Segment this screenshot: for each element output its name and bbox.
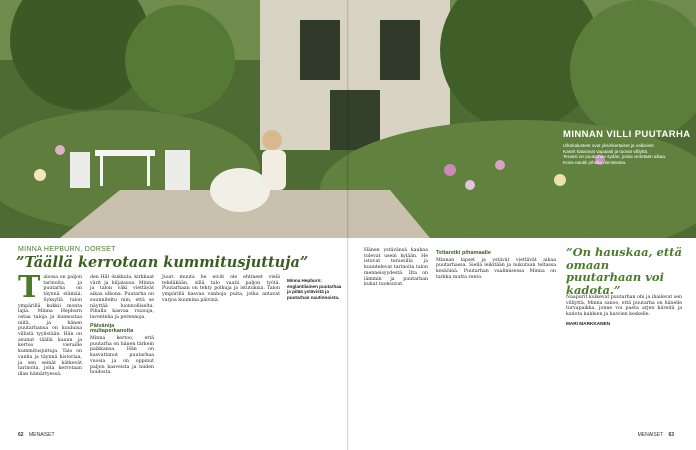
subheading: Teltaretki pihamaalle (436, 250, 491, 256)
column-text: Naapurit kulkevat puutarhan ohi ja ihailevat sen villiyttä. Minna sanoo, että puutarha on hänelle turvapaikka, jonne voi paeta arjen kiireitä ja kadota kukkien ja kasvien keskelle. (566, 295, 682, 318)
caption-list (563, 143, 691, 165)
caption-item: Koira nauttii pihalla olemisesta. (563, 159, 627, 165)
column-text: den Hill -kukkula, kirkkaat värit ja hiljaisuus. Minna ja talon väki viettävät aikaa ulkona. Puutarha on suunniteltu niin, että se näyttää luonnolliselta. Pihalla kasvaa ruusuja, laventelia ja perennoja. (90, 275, 154, 320)
article-kicker: MINNA HEPBURN, DORSET (18, 246, 116, 253)
column-4 (364, 248, 428, 288)
column-6 (566, 295, 682, 327)
caption-item: Terassi on puutarhan sydän, jossa vietetään aikaa. (563, 154, 667, 160)
column-text: Minnan lapset ja ystävät viettävät aikaa puutarhassa. Siellä leikitään ja nukutaan teltassa kesäöinä. Puutarhan vaalimisessa Minna on tarkka mutta rento. (436, 257, 556, 280)
column-text: Juuri muuta he eivät ole ehtineet vielä tehdäkään, sillä talo vaatii paljon työtä. Puutarhaan on tehty polkuja ja istutuksia. Talon ympärillä kasvaa vanhoja puita, jotka antavat varjoa kuumina päivinä. (162, 275, 280, 303)
pull-quote: ”On hauskaa, että omaan puutarhaan voi kadota.” (566, 245, 682, 297)
column-2 (90, 275, 154, 376)
column-text: Hänen ystävänsä kaukaa tulevat usein kylään. He istuvat terassilla ja kuuntelevat tarinoita talon menneisyydestä. Ilta on lämmin ja puutarhan kukat tuoksuvat. (364, 248, 428, 288)
page-gutter (347, 0, 349, 450)
magazine-name: MENAISET (28, 432, 55, 438)
footer-right (638, 432, 678, 438)
sidebar-box: Minna Hepburn: englantilainen puutarhaa ja pitää ystävistä ja puutarhan nautinnoista. (287, 278, 342, 300)
caption-item: Kasvit kasvavat vapaasti ja tuovat villiyttä. (563, 148, 649, 154)
column-5 (436, 248, 556, 281)
caption-item: Ulkokalusteet ovat yksinkertaiset ja valkoiset. (563, 143, 655, 148)
byline: MARI MARKKANEN (566, 320, 611, 326)
caption-title: MINNAN VILLI PUUTARHA (563, 129, 691, 140)
column-text: Minna kertoo, että puutarha on hänen tärkein paikkansa. Hän on kasvattanut puutarhaa vuosia ja on oppinut paljon kasveista ja niiden hoidosta. (90, 336, 154, 376)
drop-cap: T (18, 270, 41, 305)
column-1 (18, 270, 82, 378)
column-text: alossa on paljon tarinoita, ja puutarha on täynnä elämää. Syksyllä talon ympärillä kukkii monta lajia. Minna Hepburn ostaa taloja ja kunnostaa niitä, ja hänen puutarhansa on kuuluisa villistä tyylistään. Hän on asunut täällä kauan ja kertoo vieraille kummitusjuttuja. Talo on vanha ja täynnä historiaa, ja sen seinät kätkevät tarinoita, joita kerrotaan illan hämärtyessä. (18, 275, 82, 377)
footer-left (18, 432, 55, 438)
photo-caption (563, 130, 691, 165)
page-number: 63 (668, 432, 674, 438)
subheading: Päivänija multaperkanoita (90, 322, 134, 335)
magazine-name: MENAISET (637, 432, 664, 438)
article-headline: ”Täällä kerrotaan kummitusjuttuja” (16, 254, 309, 271)
page-number: 62 (18, 432, 24, 438)
column-3 (162, 275, 280, 304)
